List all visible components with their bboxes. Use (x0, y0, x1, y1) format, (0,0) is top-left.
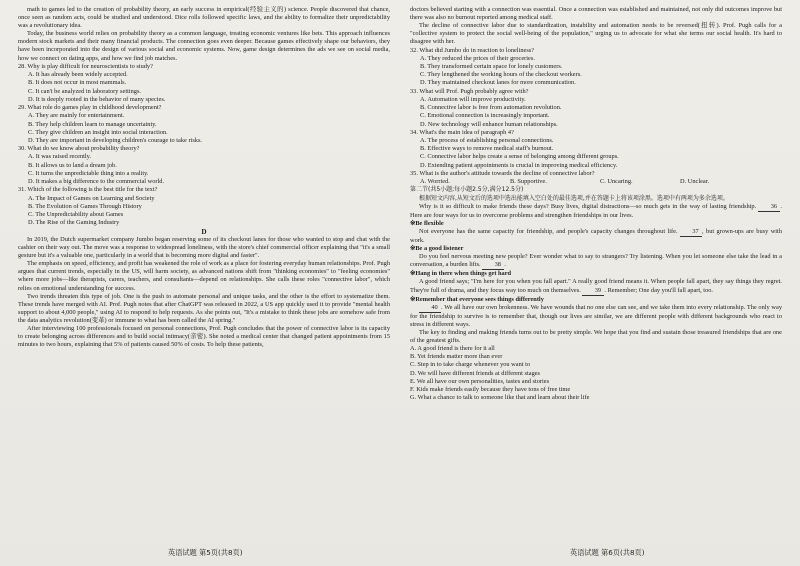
gap-fill-paragraph (410, 228, 782, 245)
text: A good friend says; "I'm here for you when you fall apart." A really good friend means it. When people fall apart, they say things they regret. They're full of drama, and they focus way too much on themselves. (410, 278, 782, 294)
blank-37: 37 (680, 228, 702, 237)
blank-39: 39 (582, 287, 604, 296)
option: D. Extending patient appointments is crucial in improving medical efficiency. (420, 161, 618, 169)
question-34: 34. What's the main idea of paragraph 4? (410, 129, 514, 137)
option: E. We all have our own personalities, tastes and stories (410, 377, 550, 385)
option: A. It was raised recently. (28, 153, 92, 161)
question-30: 30. What do we know about probability theory? (18, 145, 140, 153)
page-right (410, 6, 782, 538)
option: A. They reduced the prices of their groceries. (420, 55, 535, 63)
section-2-title: 第二节(共5小题;每小题2.5分,满分12.5分) (410, 186, 524, 194)
text: . We all have our own brokenness. We have wounds that no one else can see, and we take them into every relationship. The only way for the friendship to survive is to remember that, though our lives are similar, we are different people with different backgrounds who react to stress in different ways. (410, 303, 782, 328)
page-left (18, 6, 390, 538)
gap-fill-paragraph (410, 278, 782, 295)
gap-fill-paragraph: Why is it so difficult to make friends these days? Busy lives, digital distractions—so much gets in the way of lasting friendship. 36 . Here are four ways for us to overcome problems and strengthen friendships in our lives. (410, 202, 782, 219)
tip-heading: ※Be a good listener (410, 245, 464, 253)
passage-d-paragraph: The emphasis on speed, efficiency, and profit has weakened the role of work as a place for fostering everyday human relationships. Prof. Pugh argues that current trends, especially in the US, will harm society, as advanced nations shift from "thinking economies" to "feeling economies" where more jobs—like therapists, carers, teachers, and consultants—depend on relationships. She calls these roles "connective labor", which relies on emotional understanding for success. (18, 260, 390, 292)
option: D. Unclear. (680, 178, 710, 186)
passage-d-paragraph: After interviewing 100 professionals focused on personal connections, Prof. Pugh concludes that the power of connective labor is its capacity to create belonging across differences and to build social intimacy(亲密). She noted a medical center that changed patient appointments from 15 minutes to two hours, explaining that 5% of patients caused 50% of costs. To help these patients, (18, 325, 390, 349)
option: B. Effective ways to remove medical staff's burnout. (420, 145, 554, 153)
option: B. Yet friends matter more than ever (410, 353, 503, 361)
option: A. A good friend is there for it all (410, 345, 495, 353)
option: B. They transformed certain space for lonely customers. (420, 63, 563, 71)
option: C. Connective labor helps create a sense of belonging among different groups. (420, 153, 619, 161)
text: . Remember; One day you'll fall apart, too. (604, 286, 713, 294)
option: C. The Unpredictability about Games (28, 210, 124, 218)
page-footer-left: 英语试题 第5页(共8页) (168, 548, 243, 557)
option: C. Step in to take charge whenever you want to (410, 361, 531, 369)
text: Why is it so difficult to make friends these days? Busy lives, digital distractions—so much gets in the way of lasting friendship. (419, 202, 757, 210)
option: A. The Impact of Games on Learning and Society (28, 194, 155, 202)
tip-heading: ※Be flexible (410, 219, 444, 227)
passage-d-paragraph: In 2019, the Dutch supermarket company Jumbo began reserving some of its checkout lanes for those who wanted to stop and chat with the cashier on their way out. The move was a response to widespread loneliness, with the store's chief commercial officer explaining that "it's a small gesture but it's a valuable one, particularly in a world that is becoming more digital and faster". (18, 236, 390, 260)
option: D. It makes a big difference to the commercial world. (28, 177, 165, 185)
section-d-heading: D (201, 227, 207, 236)
option: D. It is deeply rooted in the behavior of many species. (28, 95, 166, 103)
option: A. It has already been widely accepted. (28, 71, 128, 79)
option: A. Automation will improve productivity. (420, 96, 526, 104)
question-35: 35. What is the author's attitude towards the decline of connective labor? (410, 170, 595, 178)
question-33: 33. What will Prof. Pugh probably agree with? (410, 88, 529, 96)
option: B. Supportive. (510, 178, 547, 186)
text: Here are four ways for us to overcome problems and strengthen friendships in our lives. (410, 211, 634, 219)
option: G. What a chance to talk to someone like that and learn about their life (410, 393, 590, 401)
question-31: 31. Which of the following is the best title for the text? (18, 186, 158, 194)
option: C. Uncaring. (600, 178, 633, 186)
option: B. It allows us to land a dream job. (28, 161, 117, 169)
option: C. It turns the unpredictable thing into a reality. (28, 169, 149, 177)
passage-d-paragraph: The decline of connective labor due to standardization, instability and automation needs to be reversed(扭转). Prof. Pugh calls for a "collective system to protect the social well-being of the population," urging us to advocate for what she terms our social health. It's hard to disagree with her. (410, 22, 782, 46)
option: A. The process of establishing personal connections. (420, 137, 554, 145)
tip-heading: ※Hang in there when things get hard (410, 270, 512, 278)
page-footer-right: 英语试题 第6页(共8页) (570, 548, 645, 557)
question-32: 32. What did Jumbo do in reaction to loneliness? (410, 47, 535, 55)
option: D. The Rise of the Gaming Industry (28, 218, 120, 226)
blank-38: 38 (482, 261, 504, 270)
option: B. The Evolution of Games Through History (28, 202, 142, 210)
option: D. New technology will enhance human relationships. (420, 120, 558, 128)
option: F. Kids make friends easily because they have tons of free time (410, 385, 571, 393)
blank-40: 40 (419, 304, 441, 313)
option: C. They give children an insight into social interaction. (28, 128, 168, 136)
question-29: 29. What role do games play in childhood development? (18, 104, 162, 112)
option: D. They maintained checkout lanes for more communication. (420, 79, 576, 87)
section-2-instructions: 根据短文内容,从短文后的选项中选出能填入空白处的最佳选项,并在答题卡上将该项涂黑。选项中有两项为多余选项。 (419, 194, 729, 202)
text: Not everyone has the same capacity for friendship, and people's capacity changes throughout life. (419, 227, 678, 235)
question-28: 28. Why is play difficult for neuroscientists to study? (18, 63, 153, 71)
option: C. Emotional connection is increasingly important. (420, 112, 550, 120)
option: D. We will have different friends at different stages (410, 369, 541, 377)
option: B. Connective labor is free from automation revolution. (420, 104, 562, 112)
option: B. It does not occur in most mammals. (28, 79, 127, 87)
passage-d-paragraph: doctors believed starting with a connection was essential. Once a connection was established and maintained, not only did outcomes improve but there was also no burnout reported among medical staff. (410, 6, 782, 22)
option: C. They lengthened the working hours of the checkout workers. (420, 71, 582, 79)
gap-fill-paragraph: Do you feel nervous meeting new people? Ever wonder what to say to strangers? Try listening. When you let someone else take the lead in a conversation, a burden lifts. 38 . (410, 253, 782, 270)
passage-d-paragraph: Two trends threaten this type of job. One is the push to automate personal and unique tasks, and the other is the effort to systematize them. These trends have merged with AI. Prof. Pugh notes that after ChatGPT was released in 2022, a US app quickly used it to provide "mental health support to about 4,000 people," using AI to respond to help requests. As she points out, "It's a mistake to think these jobs are somehow safe from the data analytics revolution(变革) or immune to what has been called the AI spring." (18, 292, 390, 324)
tip-heading: ※Remember that everyone sees things differently (410, 295, 544, 303)
option: D. They are important in developing children's courage to take risks. (28, 136, 203, 144)
text: Do you feel nervous meeting new people? Ever wonder what to say to strangers? Try listening. When you let someone else take the lead in a conversation, a burden lifts. (410, 253, 782, 269)
option: B. They help children learn to manage uncertainty. (28, 120, 157, 128)
gap-fill-paragraph: The key to finding and making friends turns out to be pretty simple. We hope that you find and sustain those treasured friendships that are one of the greatest gifts. (410, 329, 782, 345)
blank-36: 36 (758, 203, 780, 212)
gap-fill-paragraph (410, 304, 782, 329)
option: A. They are mainly for entertainment. (28, 112, 125, 120)
passage-c-paragraph: math to games led to the creation of probability theory, an early success in empirical(经验主义的) science. People discovered that chance, once seen as random acts, could be studied and understood. Dice rolls followed specific laws, and the ability to formalize their unpredictability was a revolutionary idea. (18, 6, 390, 30)
passage-c-paragraph: Today, the business world relies on probability theory as a common language, treating economic ventures like bets. This approach influences modern stock markets and their many financial products. The connection goes even deeper. Because games effectively shape our behaviors, they have been incorporated into the design of various social and economic systems. Now, game design determines the ads we see on social media, how we connect on dating apps, and how we find job matches. (18, 30, 390, 62)
text: , but grown-ups are busy with work. (410, 227, 782, 244)
option: A. Worried. (420, 178, 450, 186)
option: C. It can't be analyzed in laboratory settings. (28, 87, 142, 95)
